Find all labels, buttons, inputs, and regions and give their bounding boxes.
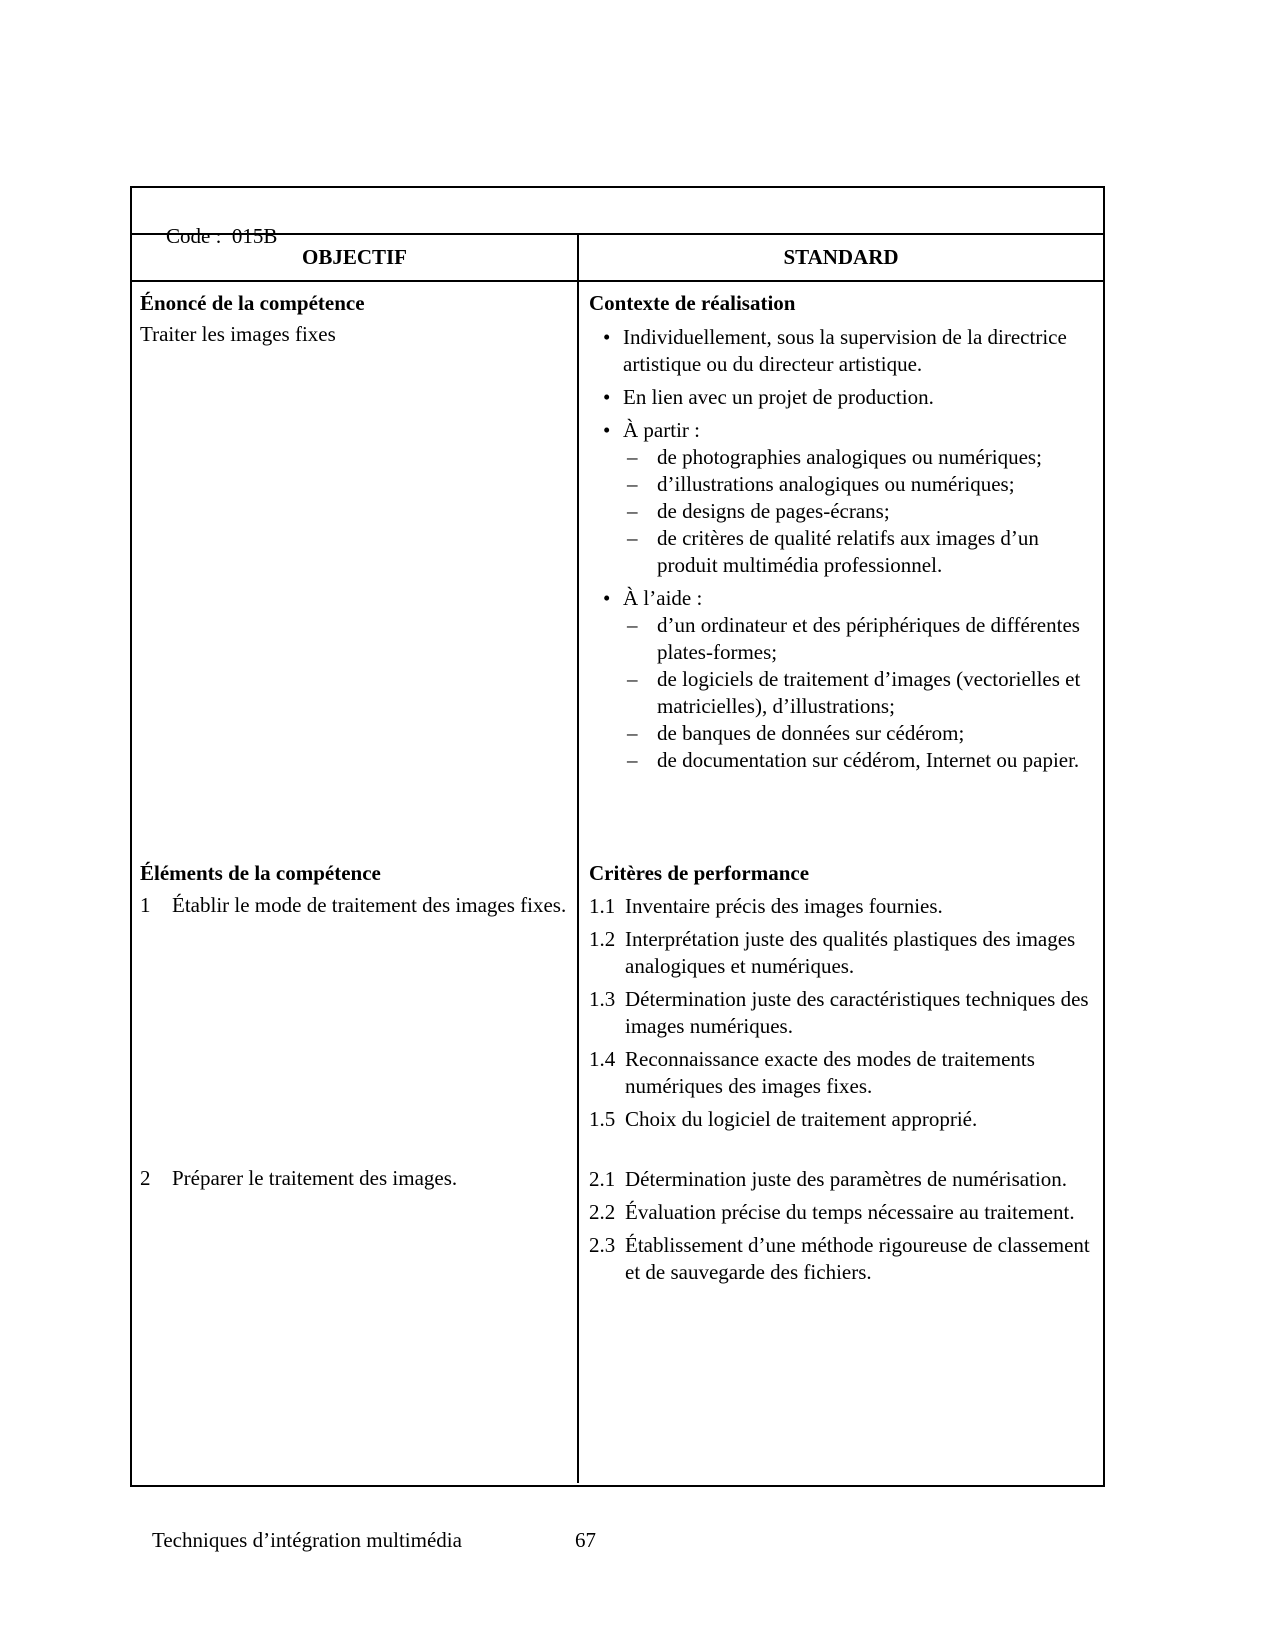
elements-section	[132, 860, 577, 919]
objectif-column	[132, 282, 579, 1483]
contexte-section	[579, 290, 1103, 774]
criterion-text: Évaluation précise du temps nécessaire au traitement.	[625, 1200, 1075, 1224]
sub-item	[579, 666, 1103, 720]
bullet-item	[579, 417, 1103, 444]
criterion-number: 2.3	[589, 1233, 616, 1257]
criterion-number: 1.4	[589, 1047, 616, 1071]
bullet-icon: •	[603, 418, 611, 442]
criteres-2-section	[579, 1160, 1103, 1286]
code-label: Code : 015B	[166, 224, 278, 248]
criterion-number: 2.1	[589, 1167, 616, 1191]
sub-item	[579, 498, 1103, 525]
objectif-column-header: OBJECTIF	[132, 235, 579, 280]
criteres-heading: Critères de performance	[589, 861, 810, 885]
sub-item	[579, 471, 1103, 498]
criterion-text: Reconnaissance exacte des modes de traitements numériques des images fixes.	[625, 1047, 1035, 1098]
column-header-row	[132, 235, 1103, 282]
criterion-item	[579, 986, 1103, 1040]
criteres-1-section	[579, 860, 1103, 1133]
bullet-text: À partir :	[623, 418, 700, 442]
dash-icon: –	[627, 472, 638, 496]
sub-item	[579, 525, 1103, 579]
sub-item-text: d’un ordinateur et des périphériques de différentes plates-formes;	[657, 613, 1080, 664]
sub-item	[579, 612, 1103, 666]
element-text: Préparer le traitement des images.	[172, 1166, 458, 1190]
element-number: 2	[140, 1166, 151, 1190]
enonce-heading: Énoncé de la compétence	[140, 291, 365, 315]
criterion-item	[579, 926, 1103, 980]
bullet-item	[579, 585, 1103, 612]
footer-document-title: Techniques d’intégration multimédia	[152, 1528, 462, 1552]
table-body-row	[132, 282, 1103, 1483]
standard-column-header: STANDARD	[783, 245, 899, 269]
bullet-icon: •	[603, 586, 611, 610]
sub-item	[579, 747, 1103, 774]
criterion-item	[579, 1166, 1103, 1193]
criteria-list-2	[579, 1166, 1103, 1286]
standard-column	[579, 282, 1103, 1483]
dash-icon: –	[627, 445, 638, 469]
sub-item-text: de designs de pages-écrans;	[657, 499, 890, 523]
element-text: Établir le mode de traitement des images fixes.	[172, 893, 567, 917]
criteria-list-1	[579, 893, 1103, 1133]
sub-item	[579, 720, 1103, 747]
sub-item-text: de logiciels de traitement d’images (vectorielles et matricielles), d’illustrations;	[657, 667, 1081, 718]
enonce-section	[132, 290, 577, 348]
contexte-bullet-list	[579, 324, 1103, 774]
criterion-item	[579, 1232, 1103, 1286]
element-item-1	[132, 892, 577, 919]
code-row	[132, 188, 1103, 248]
criterion-text: Inventaire précis des images fournies.	[625, 894, 943, 918]
sub-item-text: de photographies analogiques ou numériques;	[657, 445, 1042, 469]
criterion-item	[579, 1199, 1103, 1226]
dash-icon: –	[627, 499, 638, 523]
element-item-2	[132, 1165, 577, 1192]
sub-item-text: de critères de qualité relatifs aux images d’un produit multimédia professionnel.	[657, 526, 1039, 577]
competency-table	[130, 186, 1105, 1487]
criterion-text: Interprétation juste des qualités plastiques des images analogiques et numériques.	[625, 927, 1076, 978]
dash-icon: –	[627, 667, 638, 691]
elements-heading: Éléments de la compétence	[140, 861, 381, 885]
criterion-number: 1.1	[589, 894, 616, 918]
sub-item-text: de documentation sur cédérom, Internet ou papier.	[657, 748, 1080, 772]
dash-icon: –	[627, 721, 638, 745]
sub-item-text: de banques de données sur cédérom;	[657, 721, 965, 745]
criterion-number: 1.3	[589, 987, 616, 1011]
bullet-text: À l’aide :	[623, 586, 703, 610]
criterion-text: Choix du logiciel de traitement approprié.	[625, 1107, 978, 1131]
criterion-text: Détermination juste des caractéristiques techniques des images numériques.	[625, 987, 1089, 1038]
bullet-text: Individuellement, sous la supervision de la directrice artistique ou du directeur artistique.	[623, 325, 1067, 376]
bullet-icon: •	[603, 325, 611, 349]
criterion-item	[579, 1046, 1103, 1100]
criterion-text: Détermination juste des paramètres de numérisation.	[625, 1167, 1068, 1191]
sub-item	[579, 444, 1103, 471]
criterion-number: 2.2	[589, 1200, 616, 1224]
bullet-item	[579, 384, 1103, 411]
criterion-text: Établissement d’une méthode rigoureuse de classement et de sauvegarde des fichiers.	[625, 1233, 1090, 1284]
bullet-icon: •	[603, 385, 611, 409]
criterion-number: 1.2	[589, 927, 616, 951]
element-2-section	[132, 1160, 577, 1192]
criterion-item	[579, 893, 1103, 920]
bullet-item	[579, 324, 1103, 378]
dash-icon: –	[627, 613, 638, 637]
enonce-text: Traiter les images fixes	[140, 322, 336, 346]
element-number: 1	[140, 893, 151, 917]
sub-item-text: d’illustrations analogiques ou numériques;	[657, 472, 1015, 496]
criterion-number: 1.5	[589, 1107, 616, 1131]
footer-page-number: 67	[575, 1528, 596, 1552]
dash-icon: –	[627, 526, 638, 550]
dash-icon: –	[627, 748, 638, 772]
bullet-text: En lien avec un projet de production.	[623, 385, 934, 409]
contexte-heading: Contexte de réalisation	[589, 291, 796, 315]
criterion-item	[579, 1106, 1103, 1133]
